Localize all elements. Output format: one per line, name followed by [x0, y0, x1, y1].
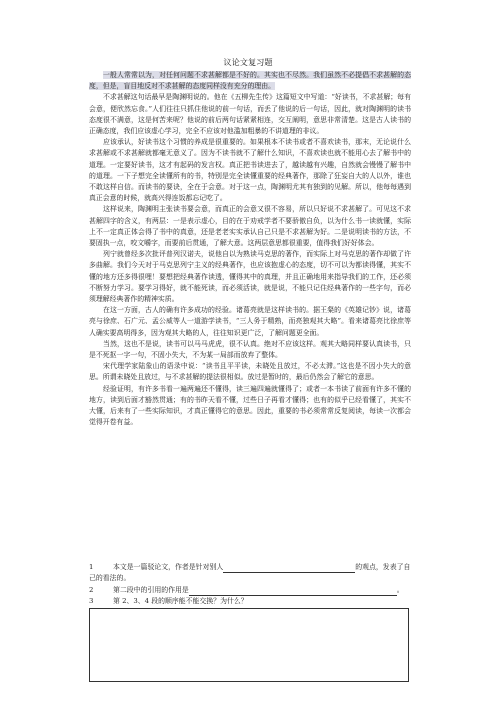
question-number: 1: [89, 563, 94, 571]
paragraph-9: 经验证明，有许多书看一遍两遍还不懂得，读三遍四遍就懂得了；或者一本书读了前面有许多不懂的地方，读到后面才豁然贯通；有的书昨天看不懂，过些日子再看才懂得；也有的似乎已经看懂了，其实不大懂，后来有了一些实际知识，才真正懂得它的意思。因此，重要的书必须常常反复阅读，每读一次都会觉得开卷有益。: [89, 384, 411, 427]
paragraph-7: 当然，这也不是说，读书可以马马虎虎，很不认真。绝对不应该这样。观其大略同样要认真读书，只是不死抠一字一句，不固小失大，不为某一局部而放弃了整体。: [89, 339, 411, 360]
question-text: 第 2、3、4 段的顺序能不能交换？为什么？: [113, 597, 248, 605]
question-text: 第二段中的引用的作用是: [113, 586, 189, 594]
question-text-after: 。: [396, 586, 404, 594]
document-title: 议论文复习题: [223, 57, 273, 67]
answer-blank-2[interactable]: [189, 586, 397, 596]
paragraph-8: 宋代理学家陆象山的语录中说：“读书且平平读，未晓处且放过，不必太滞。”这也是不因小失大的意思。所谓未晓处且放过，与不求甚解的提法很相似。放过是暂时的，最后仍然会了解它的意思。: [89, 362, 411, 382]
paragraph-5: 列宁就曾经多次批评普列汉诺夫，说他自以为熟读马克思的著作，而实际上对马克思的著作却做了许多曲解。我们今天对于马克思列宁主义的经典著作，也应该抱虚心的态度，切不可以为都读得懂，其实不懂的地方还多得很哩！要想把经典著作读透，懂得其中的真理，并且正确地用来指导我们的工作，还必须不断努力学习。要学习得好，就不能死读，而必须活读，就是说，不能只记住经典著作的一些字句，而必须理解经典著作的精神实质。: [89, 250, 411, 304]
paragraph-1: [89, 70, 411, 92]
question-1: [89, 562, 411, 584]
question-number: 2: [89, 586, 94, 594]
highlighted-text: 一般人常常以为，对任何问题不求甚解都是不好的。其实也不尽然。我们虽然不必提倡不求甚解的态度，但是，盲目地反对不求甚解的态度同样没有充分的理由。: [89, 71, 411, 91]
question-text-after: 的观点，发表了自己的看法的。: [89, 563, 411, 583]
paragraph-4: 这样说来，陶渊明主张读书要会意，而真正的会意又很不容易，所以只好说不求甚解了。可见这不求甚解四字的含义，有两层：一是表示虚心，目的在于劝戒学者不要骄傲自负，以为什么书一读就懂，实际上不一定真正体会得了书中的真意，还是老老实实承认自己只是不求甚解为好。二是说明读书的方法，不要固执一点，咬文嚼字，而要前后贯通，了解大意。这两层意思都很重要，值得我们好好体会。: [89, 205, 411, 248]
question-2: [89, 585, 411, 596]
paragraph-2: 不求甚解这句话最早是陶渊明说的。他在《五柳先生传》这篇短文中写道：“好读书，不求甚解；每有会意，便欣然忘食。”人们往往只抓住他说的前一句话，而丢了他说的后一句话，因此，就对陶渊明的读书态度很不满意，这是何苦来呢？他说的前后两句话紧紧相连，交互阐明，意思非常清楚。这是古人读书的正确态度，我们应该虚心学习，完全不应该对他滥加粗暴的不讲道理的非议。: [89, 93, 411, 136]
question-number: 3: [89, 597, 94, 605]
question-text: 本文是一篇驳论文，作者是针对别人: [113, 563, 224, 571]
paragraph-3: 应该承认，好读书这个习惯的养成是很重要的。如果根本不读书或者不喜欢读书，那末，无论说什么求甚解或不求甚解就都毫无意义了。因为不读书就不了解什么知识，不喜欢读也就不能用心去了解书中的道理。一定要好读书，这才有起码的发言权。真正把书读进去了，越读越有兴趣，自然就会慢慢了解书中的道理。一下子想完全读懂所有的书，特别是完全读懂重要的经典著作，那除了狂妄自大的人以外，谁也不敢这样自信。而读书的要诀，全在于会意。对于这一点，陶渊明尤其有独到的见解。所以，他每每遇到真正会意的时候，就高兴得连饭都忘记吃了。: [89, 138, 411, 203]
question-3: [89, 596, 411, 607]
answer-box-3[interactable]: [89, 608, 409, 682]
answer-blank-1[interactable]: [223, 563, 355, 573]
paragraph-6: 在这一方面，古人的确有许多成功的经验。诸葛亮就是这样读书的。据王粲的《英雄记钞》说，诸葛亮与徐庶、石广元、孟公威等人一道游学读书，“三人务于精熟，而亮独观其大略”。看来诸葛亮比徐庶等人确实要高明得多，因为观其大略的人，往往知识更广泛，了解问题更全面。: [89, 306, 411, 337]
article-body: [89, 70, 411, 429]
